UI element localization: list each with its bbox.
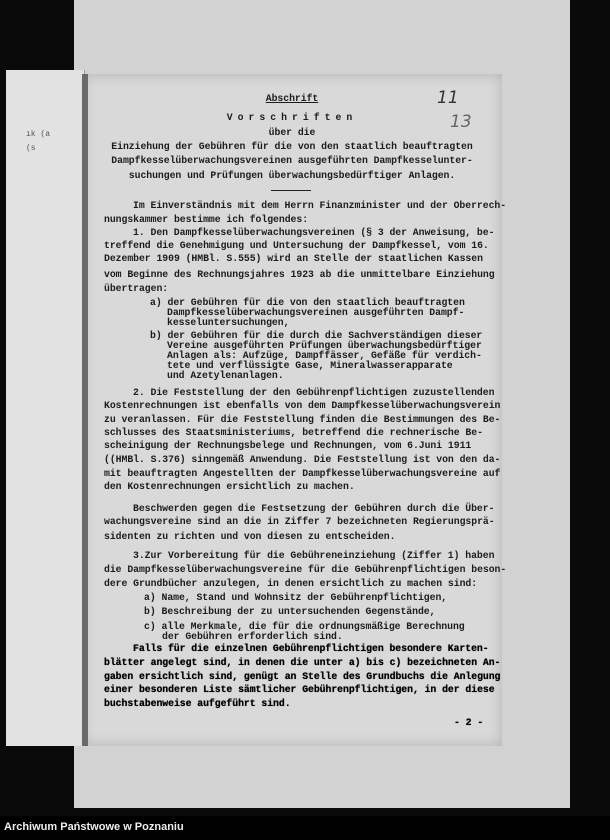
heading-line: Dampfkesselüberwachungsvereinen ausgeführten Dampfkesselunter- [111, 155, 473, 166]
body-line: wachungsvereine sind an die in Ziffer 7 bezeichneten Regierungsprä- [104, 516, 495, 527]
body-line: Dezember 1909 (HMBl. S.555) wird an Stelle der staatlichen Kassen [104, 253, 483, 264]
body-line: einer besonderen Liste sämtlicher Gebührenpflichtigen, in der diese [104, 684, 495, 695]
archive-name: Archiwum Państwowe w Poznaniu [4, 821, 184, 833]
body-line: mit beauftragten Angestellten der Dampfkesselüberwachungsvereine auf [104, 468, 501, 479]
divider [271, 190, 311, 191]
subtitle: über die [268, 127, 316, 138]
body-line: treffend die Genehmigung und Untersuchung der Dampfkessel, vom 16. [104, 240, 489, 251]
body-line: die Dampfkesselüberwachungsvereine für die Gebührenpflichtigen beson- [104, 564, 507, 575]
list-item-b: b) der Gebühren für die durch die Sachverständigen dieser [150, 330, 483, 341]
body-line: Dampfkesselüberwachungsvereinen ausgeführten Dampf- [167, 307, 465, 318]
document-page [82, 74, 507, 746]
body-line: übertragen: [104, 283, 169, 294]
strip-fragment: (s [26, 144, 36, 153]
body-line: 1. Den Dampfkesselüberwachungsvereinen (§ 3 der Anweisung, be- [133, 227, 495, 238]
heading-line: Einziehung der Gebühren für die von den staatlich beauftragten [111, 141, 473, 152]
list-item-b: b) Beschreibung der zu untersuchenden Gegenstände, [144, 606, 436, 617]
body-line: tete und verflüssigte Gase, Mineralwasserapparate [167, 360, 453, 371]
list-item-a: a) Name, Stand und Wohnsitz der Gebührenpflichtigen, [144, 592, 448, 603]
body-line: schlusses des Staatsministeriums, betreffend die rechnerische Be- [104, 427, 483, 438]
body-line: nungskammer bestimme ich folgendes: [104, 214, 309, 225]
body-line: blätter angelegt sind, in denen die unter a) bis c) bezeichneten An- [104, 657, 501, 668]
body-line: und Azetylenanlagen. [167, 370, 284, 381]
body-line: Falls für die einzelnen Gebührenpflichtigen besondere Karten- [133, 643, 489, 654]
body-line: dere Grundbücher anzulegen, in denen ersichtlich zu machen sind: [104, 578, 478, 589]
body-line: Kostenrechnungen ist ebenfalls von dem Dampfkesselüberwachungsverein [104, 400, 501, 411]
body-line: scheinigung der Rechnungsbelege und Rechnungen, vom 6.Juni 1911 [104, 440, 472, 451]
document-title: Vorschriften [226, 112, 358, 123]
heading-line: suchungen und Prüfungen überwachungsbedürftiger Anlagen. [128, 170, 456, 181]
list-item-a: a) der Gebühren für die von den staatlich beauftragten [150, 297, 465, 308]
folio-number-secondary: 13 [450, 112, 472, 132]
body-line: kesseluntersuchungen, [167, 317, 290, 328]
body-line: 3.Zur Vorbereitung für die Gebühreneinziehung (Ziffer 1) haben [133, 550, 495, 561]
folio-number: 11 [437, 88, 459, 108]
body-line: vom Beginne des Rechnungsjahres 1923 ab die unmittelbare Einziehung [104, 269, 495, 280]
body-line: Beschwerden gegen die Festsetzung der Gebühren durch die Über- [133, 503, 495, 514]
body-line: 2. Die Feststellung der den Gebührenpflichtigen zuzustellenden [133, 387, 495, 398]
body-line: Anlagen als: Aufzüge, Dampffässer, Gefäße für verdich- [167, 350, 482, 361]
left-sheet-edge [6, 70, 85, 746]
strip-fragment: ık (a [26, 130, 51, 139]
body-line: den Kostenrechnungen ersichtlich zu machen. [104, 481, 355, 492]
body-line: Vereine ausgeführten Prüfungen überwachungsbedürftiger [167, 340, 482, 351]
body-line: sidenten zu richten und von diesen zu entscheiden. [104, 531, 396, 542]
body-line: buchstabenweise aufgeführt sind. [104, 698, 291, 709]
copy-label: Abschrift [265, 93, 319, 104]
body-line: ((HMBl. S.376) sinngemäß Anwendung. Die Feststellung ist von den da- [104, 454, 501, 465]
body-line: gaben ersichtlich sind, genügt an Stelle des Grundbuchs die Anlegung [104, 671, 501, 682]
body-line: zu veranlassen. Für die Feststellung finden die Bestimmungen des Be- [104, 414, 501, 425]
page-marker: - 2 - [454, 717, 484, 728]
archive-footer [0, 816, 610, 840]
body-line: der Gebühren erforderlich sind. [162, 631, 343, 642]
list-item-c: c) alle Merkmale, die für die ordnungsmäßige Berechnung [144, 621, 465, 632]
body-line: Im Einverständnis mit dem Herrn Finanzminister und der Oberrech- [133, 200, 507, 211]
